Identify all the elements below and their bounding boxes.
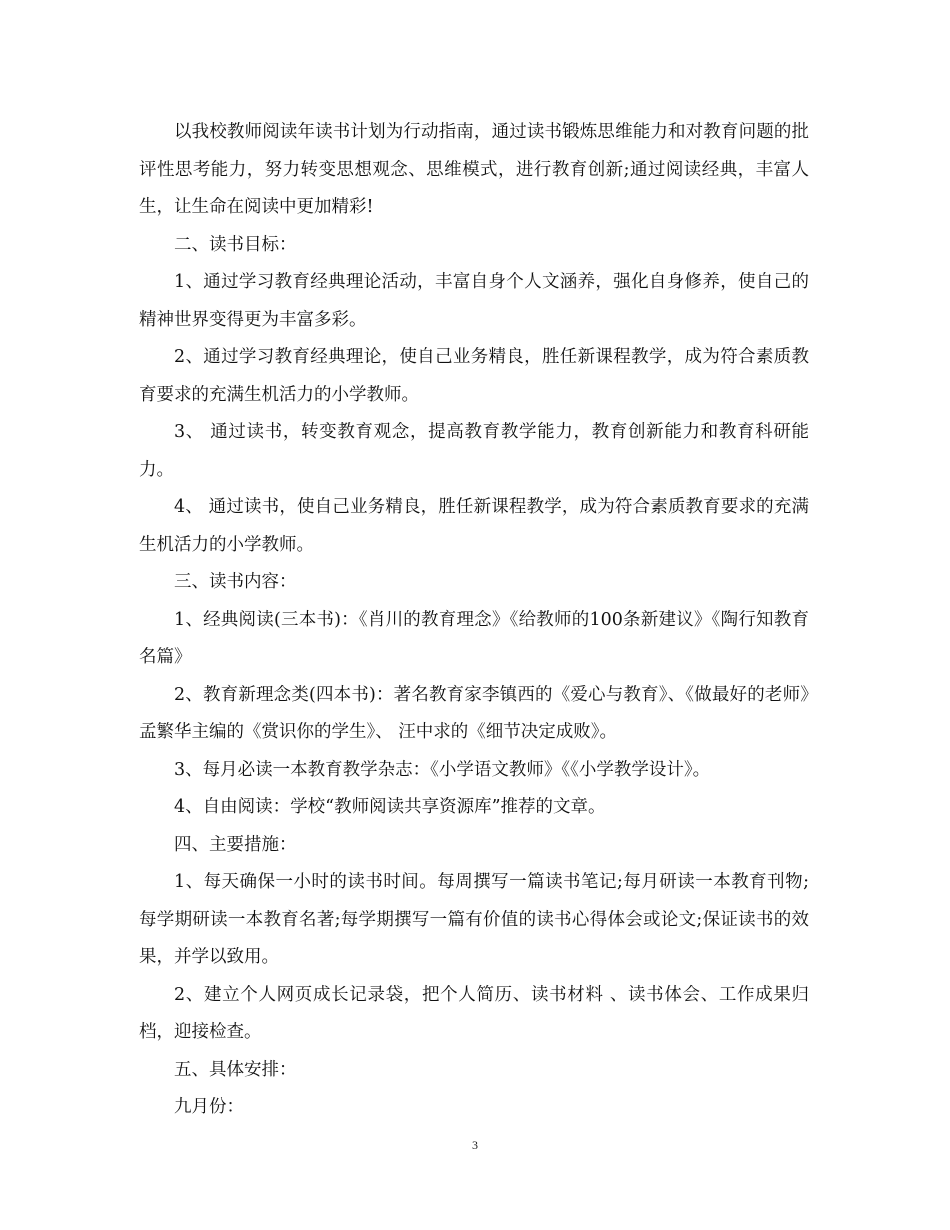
content-item-3: 3、每月必读一本教育教学杂志：《小学语文教师》《《小学教学设计》。 <box>174 759 711 780</box>
section-heading-measures: 四、主要措施： <box>174 834 297 855</box>
goal-item-4: 4、 通过读书，使自己业务精良，胜任新课程教学，成为符合素质教育要求的充满生机活力的小学教师。 <box>139 497 809 555</box>
content-item-4: 4、自由阅读：学校“教师阅读共享资源库”推荐的文章。 <box>174 797 606 817</box>
goal-item-1: 1、通过学习教育经典理论活动，丰富自身个人文涵养，强化自身修养，使自己的精神世界变得更为丰富多彩。 <box>139 272 809 330</box>
content-item-1: 1、经典阅读(三本书)：《肖川的教育理念》《给教师的100条新建议》《陶行知教育名篇》 <box>139 609 809 667</box>
body-text <box>139 114 809 1127</box>
section-heading-content: 三、读书内容： <box>174 572 297 592</box>
measure-item-2: 2、建立个人网页成长记录袋，把个人简历、读书材料 、读书体会、工作成果归档，迎接检查。 <box>139 984 809 1042</box>
page-number: 3 <box>472 1138 478 1152</box>
content-item-2: 2、教育新理念类(四本书)：著名教育家李镇西的《爱心与教育》、《做最好的老师》孟繁华主编的《赏识你的学生》、 汪中求的《细节决定成败》。 <box>139 684 809 742</box>
intro-paragraph: 以我校教师阅读年读书计划为行动指南，通过读书锻炼思维能力和对教育问题的批评性思考能力，努力转变思想观念、思维模式，进行教育创新;通过阅读经典，丰富人生，让生命在阅读中更加精彩! <box>139 122 809 217</box>
schedule-month-september: 九月份： <box>174 1097 244 1117</box>
section-heading-goals: 二、读书目标： <box>174 234 297 255</box>
goal-item-3: 3、 通过读书，转变教育观念，提高教育教学能力，教育创新能力和教育科研能力。 <box>139 422 809 480</box>
goal-item-2: 2、通过学习教育经典理论，使自己业务精良，胜任新课程教学，成为符合素质教育要求的充满生机活力的小学教师。 <box>139 347 809 405</box>
section-heading-schedule: 五、具体安排： <box>174 1059 297 1080</box>
measure-item-1: 1、每天确保一小时的读书时间。每周撰写一篇读书笔记;每月研读一本教育刊物;每学期研读一本教育名著;每学期撰写一篇有价值的读书心得体会或论文;保证读书的效果，并学以致用。 <box>139 872 809 967</box>
